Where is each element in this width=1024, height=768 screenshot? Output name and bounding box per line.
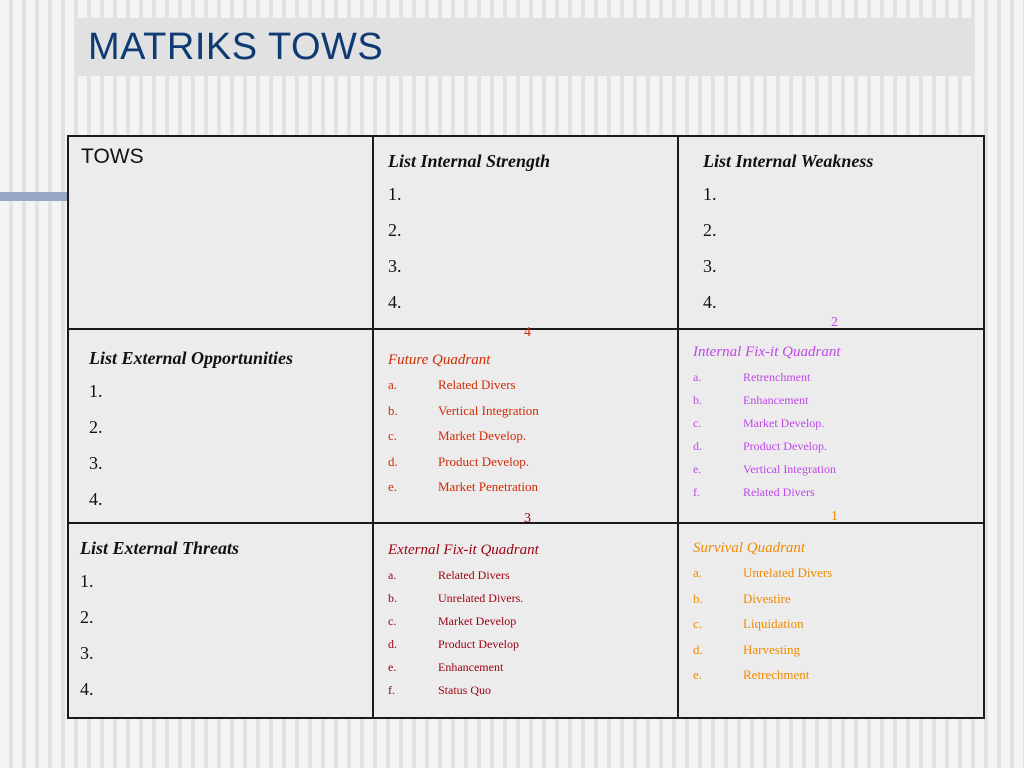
list-item: 3. <box>80 643 94 663</box>
list-item: 4. <box>703 292 717 312</box>
list-item: c. Market Develop. <box>388 428 527 444</box>
external-fixit-quadrant-title: External Fix-it Quadrant <box>388 542 539 558</box>
external-threats-cell <box>68 523 373 718</box>
internal-weakness-cell <box>678 136 984 329</box>
list-item: c. Market Develop <box>388 614 517 628</box>
internal-fixit-quadrant-cell <box>678 315 984 523</box>
list-item: e. Vertical Integration <box>693 462 836 476</box>
left-accent-bar <box>0 192 68 201</box>
quadrant-number: 1 <box>831 509 838 524</box>
list-item: 1. <box>703 184 717 204</box>
list-item: 2. <box>703 220 717 240</box>
list-item: d. Product Develop <box>388 637 519 651</box>
list-item: f. Related Divers <box>693 485 815 499</box>
list-item: e. Market Penetration <box>388 479 538 495</box>
internal-strength-cell <box>373 136 678 329</box>
list-item: b. Enhancement <box>693 393 809 407</box>
internal-weakness-list <box>703 185 873 329</box>
external-opportunities-title: List External Opportunities <box>89 348 294 368</box>
list-item: 1. <box>80 571 94 591</box>
survival-quadrant-list <box>693 565 832 693</box>
slide-title: MATRIKS TOWS <box>88 26 384 68</box>
list-item: 2. <box>89 417 103 437</box>
survival-quadrant-cell <box>678 509 984 718</box>
internal-strength-title: List Internal Strength <box>388 151 551 171</box>
external-opportunities-cell <box>68 329 373 523</box>
tows-matrix-table <box>67 135 985 719</box>
internal-fixit-quadrant-list <box>693 369 840 507</box>
survival-quadrant-title: Survival Quadrant <box>693 540 806 556</box>
list-item: 4. <box>80 679 94 699</box>
future-quadrant-list <box>388 377 539 505</box>
list-item: d. Product Develop. <box>693 439 827 453</box>
external-fixit-quadrant-cell <box>373 511 678 718</box>
list-item: d. Product Develop. <box>388 453 529 469</box>
list-item: f. Status Quo <box>388 683 492 697</box>
list-item: a. Retrenchment <box>693 370 811 384</box>
list-item: b. Divestire <box>693 590 791 606</box>
external-threats-list <box>80 572 239 716</box>
list-item: 3. <box>388 256 402 276</box>
quadrant-number: 2 <box>831 315 838 330</box>
list-item: 2. <box>80 607 94 627</box>
list-item: 1. <box>89 381 103 401</box>
list-item: 4. <box>388 292 402 312</box>
external-threats-title: List External Threats <box>80 538 240 558</box>
list-item: b. Unrelated Divers. <box>388 591 524 605</box>
list-item: e. Enhancement <box>388 660 504 674</box>
list-item: e. Retrechment <box>693 667 810 683</box>
future-quadrant-cell <box>373 325 678 523</box>
quadrant-number: 3 <box>524 511 531 526</box>
internal-fixit-quadrant-title: Internal Fix-it Quadrant <box>693 344 841 360</box>
list-item: d. Harvesting <box>693 641 801 657</box>
list-item: c. Liquidation <box>693 616 804 632</box>
list-item: 1. <box>388 184 402 204</box>
corner-label: TOWS <box>81 145 144 168</box>
corner-cell <box>68 136 373 329</box>
list-item: 4. <box>89 489 103 509</box>
internal-weakness-title: List Internal Weakness <box>703 151 874 171</box>
list-item: 3. <box>89 453 103 473</box>
future-quadrant-title: Future Quadrant <box>388 352 491 368</box>
list-item: b. Vertical Integration <box>388 402 539 418</box>
list-item: a. Related Divers <box>388 377 516 392</box>
quadrant-number: 4 <box>524 325 531 340</box>
external-opportunities-list <box>89 382 293 526</box>
list-item: a. Unrelated Divers <box>693 565 833 580</box>
list-item: 2. <box>388 220 402 240</box>
external-fixit-quadrant-list <box>388 567 539 705</box>
list-item: a. Related Divers <box>388 568 510 582</box>
title-bar <box>78 18 973 76</box>
internal-strength-list <box>388 185 550 329</box>
list-item: 3. <box>703 256 717 276</box>
list-item: c. Market Develop. <box>693 416 825 430</box>
